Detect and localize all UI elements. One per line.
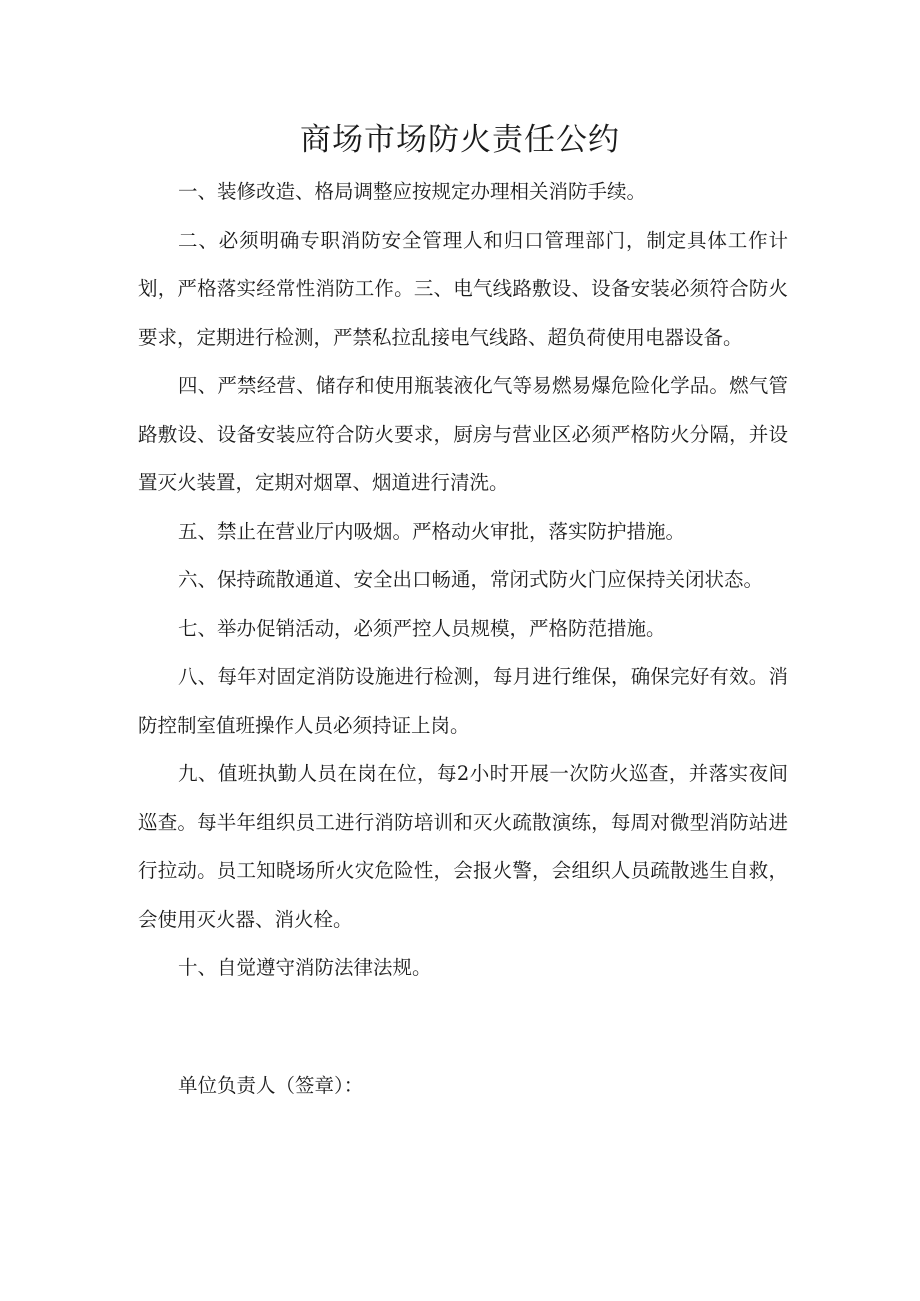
clause-4: 四、严禁经营、储存和使用瓶装液化气等易燃易爆危险化学品。燃气管路敷设、设备安装应符合防火要求，厨房与营业区必须严格防火分隔，并设置灭火装置，定期对烟罩、烟道进行清洗。: [138, 374, 788, 494]
clause-8: 八、每年对固定消防设施进行检测，每月进行维保，确保完好有效。消防控制室值班操作人员必须持证上岗。: [138, 665, 788, 737]
signature-label: 单位负责人（签章）：: [178, 1074, 364, 1097]
clause-5: 五、禁止在营业厅内吸烟。严格动火审批，落实防护措施。: [178, 519, 686, 543]
document-title: 商场市场防火责任公约: [300, 122, 620, 158]
document-body: [138, 168, 788, 993]
clause-10: 十、自觉遵守消防法律法规。: [178, 956, 432, 979]
clause-1: 一、装修改造、格局调整应按规定办理相关消防手续。: [178, 180, 647, 203]
clause-7: 七、举办促销活动，必须严控人员规模，严格防范措施。: [178, 616, 666, 640]
clause-6: 六、保持疏散通道、安全出口畅通，常闭式防火门应保持关闭状态。: [178, 568, 764, 591]
clause-9: 九、值班执勤人员在岗在位，每2小时开展一次防火巡查，并落实夜间巡查。每半年组织员工进行消防培训和灭火疏散演练，每周对微型消防站进行拉动。员工知晓场所火灾危险性，会报火警，会组织人员疏散逃生自救，会使用灭火器、消火栓。: [138, 762, 788, 931]
clause-2-3: 二、必须明确专职消防安全管理人和归口管理部门，制定具体工作计划，严格落实经常性消防工作。三、电气线路敷设、设备安装必须符合防火要求，定期进行检测，严禁私拉乱接电气线路、超负荷使用电器设备。: [138, 228, 788, 349]
